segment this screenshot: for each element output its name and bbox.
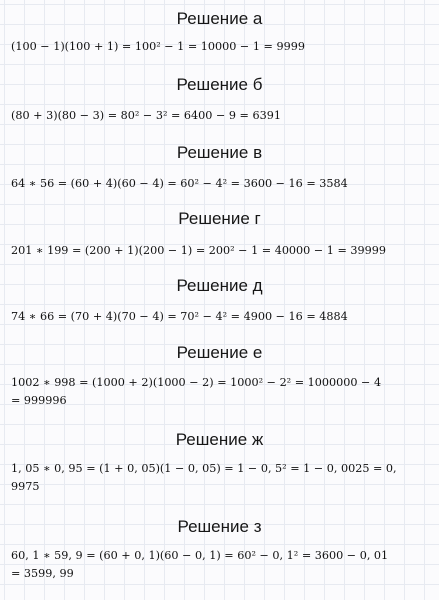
solution-a-title: Решение а (176, 9, 263, 28)
solution-b-formula (11, 109, 433, 123)
solution-g-title: Решение г (178, 209, 261, 228)
solution-e-title: Решение е (176, 343, 263, 362)
solution-a-formula (11, 40, 433, 54)
solution-g-formula (11, 244, 433, 258)
solution-zh-title: Решение ж (175, 430, 264, 449)
formula-line-continuation: = 999996 (11, 394, 67, 407)
formula-line-continuation: = 3599, 99 (11, 567, 74, 580)
formula-line: (100 − 1)(100 + 1) = 100² − 1 = 10000 − 1 = 9999 (11, 40, 305, 53)
formula-line: 74 ∗ 66 = (70 + 4)(70 − 4) = 70² − 4² = 4900 − 16 = 4884 (11, 310, 348, 323)
formula-line-continuation: 9975 (11, 480, 40, 493)
formula-line: 1, 05 ∗ 0, 95 = (1 + 0, 05)(1 − 0, 05) = 1 − 0, 5² = 1 − 0, 0025 = 0, (11, 462, 397, 475)
formula-line: 201 ∗ 199 = (200 + 1)(200 − 1) = 200² − 1 = 40000 − 1 = 39999 (11, 244, 386, 257)
solution-z-formula (11, 549, 433, 581)
solution-v-title: Решение в (176, 143, 263, 162)
formula-line: 60, 1 ∗ 59, 9 = (60 + 0, 1)(60 − 0, 1) = 60² − 0, 1² = 3600 − 0, 01 (11, 549, 389, 562)
solution-v-formula (11, 177, 433, 191)
solution-e-formula (11, 376, 433, 408)
solution-d-title: Решение д (176, 276, 263, 295)
solution-z-title: Решение з (177, 517, 262, 536)
solution-d-formula (11, 310, 433, 324)
solution-b-title: Решение б (176, 75, 263, 94)
formula-line: (80 + 3)(80 − 3) = 80² − 3² = 6400 − 9 = 6391 (11, 109, 281, 122)
formula-line: 64 ∗ 56 = (60 + 4)(60 − 4) = 60² − 4² = 3600 − 16 = 3584 (11, 177, 348, 190)
solution-zh-formula (11, 462, 433, 494)
formula-line: 1002 ∗ 998 = (1000 + 2)(1000 − 2) = 1000² − 2² = 1000000 − 4 (11, 376, 382, 389)
